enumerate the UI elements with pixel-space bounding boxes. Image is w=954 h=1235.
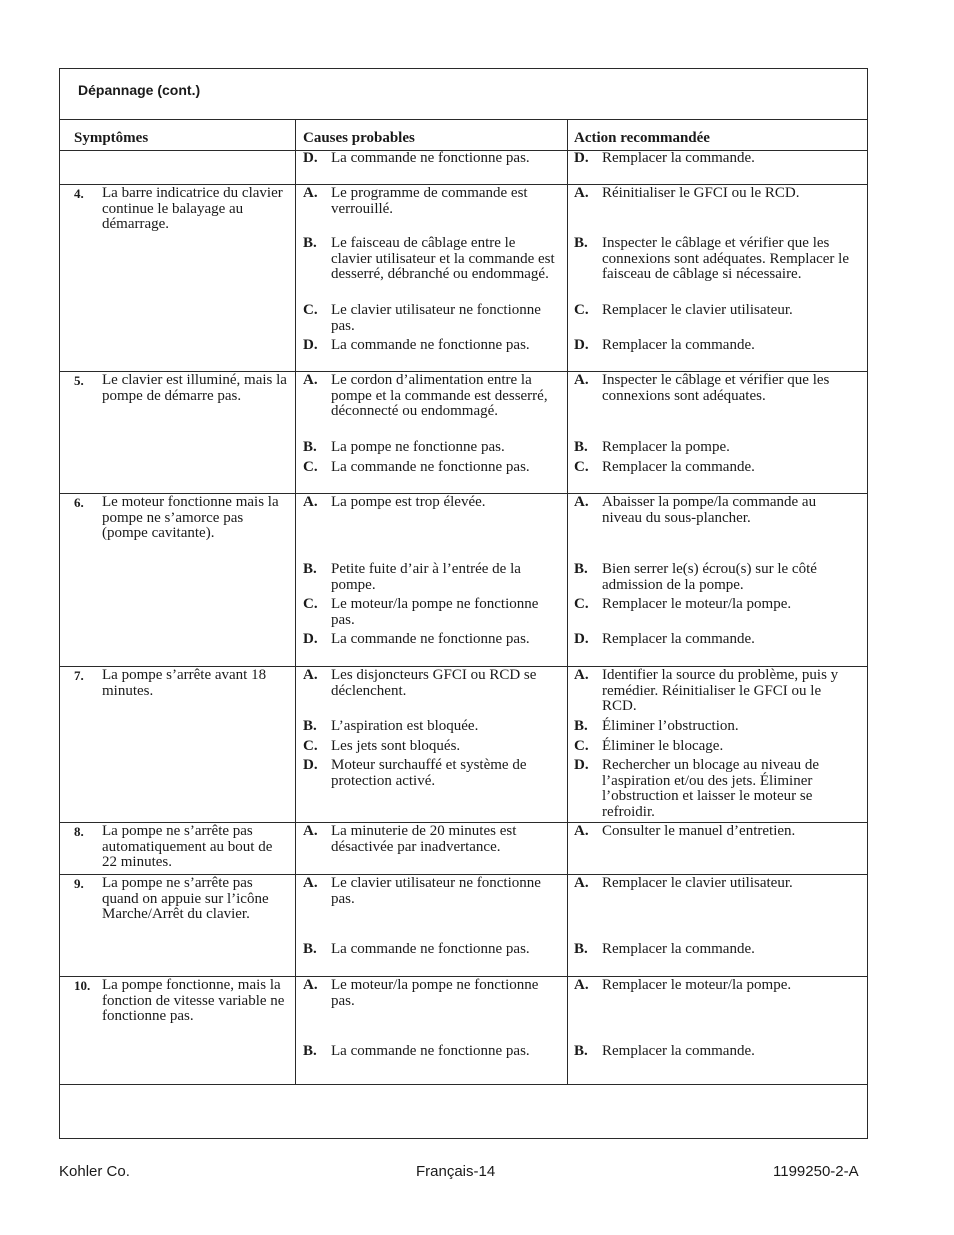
- action-item-label: C.: [574, 459, 589, 475]
- divider: [60, 119, 867, 120]
- cause-item: [303, 719, 555, 735]
- cause-item-text: Le cordon d’alimentation entre la pompe et la commande est desserré, déconnecté ou endommagé.: [331, 372, 548, 420]
- action-item: [574, 597, 854, 613]
- action-item-text: Remplacer le clavier utilisateur.: [602, 302, 793, 318]
- action-item-label: C.: [574, 738, 589, 754]
- symptom-item: [74, 978, 288, 1025]
- symptom-item-label: 5.: [74, 373, 84, 388]
- action-item-text: Remplacer le moteur/la pompe.: [602, 596, 792, 612]
- action-item-text: Éliminer l’obstruction.: [602, 718, 739, 734]
- action-item: [574, 495, 854, 526]
- symptom-item: [74, 824, 288, 871]
- symptom-item-label: 6.: [74, 495, 84, 510]
- action-item: [574, 978, 854, 994]
- cause-item-label: C.: [303, 596, 318, 612]
- action-item-label: B.: [574, 941, 588, 957]
- cause-item-label: D.: [303, 337, 318, 353]
- symptom-item-text: La pompe ne s’arrête pas automatiquement au bout de 22 minutes.: [102, 823, 273, 871]
- symptom-item-label: 4.: [74, 186, 84, 201]
- action-item: [574, 739, 854, 755]
- cause-item-text: Le clavier utilisateur ne fonctionne pas.: [331, 302, 541, 334]
- action-item: [574, 186, 854, 202]
- cause-item: [303, 1044, 555, 1060]
- action-item: [574, 632, 854, 648]
- symptom-item-text: La pompe fonctionne, mais la fonction de vitesse variable ne fonctionne pas.: [102, 977, 285, 1025]
- action-item: [574, 824, 854, 840]
- action-item-text: Abaisser la pompe/la commande au niveau du sous-plancher.: [602, 494, 817, 526]
- symptom-item: [74, 495, 288, 542]
- symptom-item: [74, 668, 288, 699]
- cause-item-text: Les jets sont bloqués.: [331, 738, 461, 754]
- symptom-item-label: 8.: [74, 824, 84, 839]
- action-item-label: A.: [574, 875, 589, 891]
- action-item: [574, 440, 854, 456]
- cause-item-text: La commande ne fonctionne pas.: [331, 631, 530, 647]
- action-item-text: Inspecter le câblage et vérifier que les connexions sont adéquates.: [602, 372, 830, 404]
- symptom-item-text: La barre indicatrice du clavier continue le balayage au démarrage.: [102, 185, 283, 233]
- cause-item-label: A.: [303, 977, 318, 993]
- symptom-item: [74, 876, 288, 923]
- cause-item-text: Moteur surchauffé et système de protection activé.: [331, 757, 527, 789]
- cause-item-label: C.: [303, 738, 318, 754]
- cause-item: [303, 632, 555, 648]
- action-item: [574, 460, 854, 476]
- cause-item: [303, 597, 555, 628]
- action-item: [574, 338, 854, 354]
- action-item-text: Inspecter le câblage et vérifier que les connexions sont adéquates. Remplacer le faisceau de câblage si nécessaire.: [602, 235, 850, 283]
- symptom-item-text: Le moteur fonctionne mais la pompe ne s’amorce pas (pompe cavitante).: [102, 494, 279, 542]
- action-item: [574, 373, 854, 404]
- action-item: [574, 562, 854, 593]
- action-item-text: Réinitialiser le GFCI ou le RCD.: [602, 185, 800, 201]
- cause-item-text: La commande ne fonctionne pas.: [331, 941, 530, 957]
- cause-item-text: Le moteur/la pompe ne fonctionne pas.: [331, 596, 539, 628]
- footer-document-number: 1199250-2-A: [773, 1163, 859, 1180]
- cause-item-label: D.: [303, 631, 318, 647]
- symptom-item-text: La pompe ne s’arrête pas quand on appuie sur l’icône Marche/Arrêt du clavier.: [102, 875, 269, 923]
- symptom-item-text: Le clavier est illuminé, mais la pompe de démarre pas.: [102, 372, 287, 404]
- action-item-label: D.: [574, 757, 589, 773]
- action-item-text: Remplacer la commande.: [602, 941, 755, 957]
- cause-item: [303, 876, 555, 907]
- action-item-label: A.: [574, 823, 589, 839]
- cause-item-label: B.: [303, 718, 317, 734]
- cause-item: [303, 824, 555, 855]
- column-divider: [295, 119, 296, 1084]
- cause-item-text: Les disjoncteurs GFCI ou RCD se déclenchent.: [331, 667, 537, 699]
- action-item: [574, 876, 854, 892]
- cause-item-text: La minuterie de 20 minutes est désactivée par inadvertance.: [331, 823, 517, 855]
- cause-item-text: La pompe ne fonctionne pas.: [331, 439, 505, 455]
- cause-item: [303, 236, 555, 283]
- action-item: [574, 719, 854, 735]
- cause-item-label: C.: [303, 302, 318, 318]
- action-item: [574, 758, 854, 820]
- cause-item-label: A.: [303, 667, 318, 683]
- action-item-text: Bien serrer le(s) écrou(s) sur le côté admission de la pompe.: [602, 561, 817, 593]
- action-item: [574, 303, 854, 319]
- cause-item: [303, 562, 555, 593]
- cause-item-text: La commande ne fonctionne pas.: [331, 337, 530, 353]
- cause-item: [303, 942, 555, 958]
- cause-item: [303, 739, 555, 755]
- action-item-text: Consulter le manuel d’entretien.: [602, 823, 796, 839]
- action-item: [574, 151, 854, 167]
- header-symptoms: Symptômes: [74, 130, 149, 146]
- cause-item-label: A.: [303, 823, 318, 839]
- cause-item-text: La commande ne fonctionne pas.: [331, 459, 530, 475]
- cause-item-label: B.: [303, 1043, 317, 1059]
- cause-item-text: La pompe est trop élevée.: [331, 494, 486, 510]
- cause-item-label: D.: [303, 757, 318, 773]
- cause-item: [303, 303, 555, 334]
- cause-item-text: Le programme de commande est verrouillé.: [331, 185, 528, 217]
- section-title: Dépannage (cont.): [78, 82, 201, 98]
- action-item: [574, 1044, 854, 1060]
- cause-item-label: B.: [303, 941, 317, 957]
- action-item-label: B.: [574, 561, 588, 577]
- action-item-label: D.: [574, 150, 589, 166]
- cause-item: [303, 668, 555, 699]
- action-item-label: A.: [574, 977, 589, 993]
- divider: [60, 1084, 867, 1085]
- cause-item-label: A.: [303, 372, 318, 388]
- cause-item-label: A.: [303, 875, 318, 891]
- cause-item-text: La commande ne fonctionne pas.: [331, 150, 530, 166]
- troubleshooting-table: [59, 68, 868, 1139]
- action-item-label: A.: [574, 372, 589, 388]
- cause-item-text: La commande ne fonctionne pas.: [331, 1043, 530, 1059]
- action-item-label: A.: [574, 185, 589, 201]
- action-item-text: Remplacer le clavier utilisateur.: [602, 875, 793, 891]
- cause-item-label: B.: [303, 439, 317, 455]
- action-item-text: Remplacer la pompe.: [602, 439, 730, 455]
- symptom-item-label: 10.: [74, 978, 91, 993]
- cause-item: [303, 440, 555, 456]
- cause-item: [303, 151, 555, 167]
- cause-item: [303, 373, 555, 420]
- action-item-text: Remplacer la commande.: [602, 1043, 755, 1059]
- action-item-label: C.: [574, 302, 589, 318]
- action-item-text: Remplacer le moteur/la pompe.: [602, 977, 792, 993]
- cause-item: [303, 495, 555, 511]
- cause-item-label: D.: [303, 150, 318, 166]
- cause-item: [303, 460, 555, 476]
- action-item-label: B.: [574, 439, 588, 455]
- action-item-text: Remplacer la commande.: [602, 459, 755, 475]
- action-item-label: D.: [574, 337, 589, 353]
- symptom-item: [74, 373, 288, 404]
- action-item-text: Remplacer la commande.: [602, 631, 755, 647]
- cause-item-text: Petite fuite d’air à l’entrée de la pompe.: [331, 561, 521, 593]
- cause-item: [303, 978, 555, 1009]
- header-actions: Action recommandée: [574, 130, 710, 146]
- header-causes: Causes probables: [303, 130, 415, 146]
- action-item-text: Éliminer le blocage.: [602, 738, 724, 754]
- footer-company: Kohler Co.: [59, 1163, 130, 1180]
- cause-item-label: B.: [303, 561, 317, 577]
- cause-item-text: Le moteur/la pompe ne fonctionne pas.: [331, 977, 539, 1009]
- action-item: [574, 236, 854, 283]
- action-item-label: B.: [574, 1043, 588, 1059]
- symptom-item-label: 9.: [74, 876, 84, 891]
- cause-item: [303, 186, 555, 217]
- cause-item-label: B.: [303, 235, 317, 251]
- cause-item-text: Le clavier utilisateur ne fonctionne pas.: [331, 875, 541, 907]
- action-item: [574, 942, 854, 958]
- action-item-label: B.: [574, 235, 588, 251]
- action-item-label: A.: [574, 494, 589, 510]
- cause-item-label: C.: [303, 459, 318, 475]
- action-item-label: D.: [574, 631, 589, 647]
- cause-item: [303, 758, 555, 789]
- symptom-item-text: La pompe s’arrête avant 18 minutes.: [102, 667, 267, 699]
- cause-item-label: A.: [303, 185, 318, 201]
- cause-item-label: A.: [303, 494, 318, 510]
- action-item-label: A.: [574, 667, 589, 683]
- action-item-text: Identifier la source du problème, puis y remédier. Réinitialiser le GFCI ou le RCD.: [602, 667, 839, 715]
- action-item-label: C.: [574, 596, 589, 612]
- action-item-text: Remplacer la commande.: [602, 150, 755, 166]
- action-item-label: B.: [574, 718, 588, 734]
- action-item-text: Rechercher un blocage au niveau de l’aspiration et/ou des jets. Éliminer l’obstruction et laisser le moteur se refroidir.: [602, 757, 819, 820]
- column-divider: [567, 119, 568, 1084]
- footer-page-number: Français-14: [416, 1163, 496, 1180]
- symptom-item: [74, 186, 288, 233]
- symptom-item-label: 7.: [74, 668, 84, 683]
- cause-item: [303, 338, 555, 354]
- action-item: [574, 668, 854, 715]
- cause-item-text: L’aspiration est bloquée.: [331, 718, 479, 734]
- action-item-text: Remplacer la commande.: [602, 337, 755, 353]
- cause-item-text: Le faisceau de câblage entre le clavier utilisateur et la commande est desserré, débranché ou endommagé.: [331, 235, 555, 283]
